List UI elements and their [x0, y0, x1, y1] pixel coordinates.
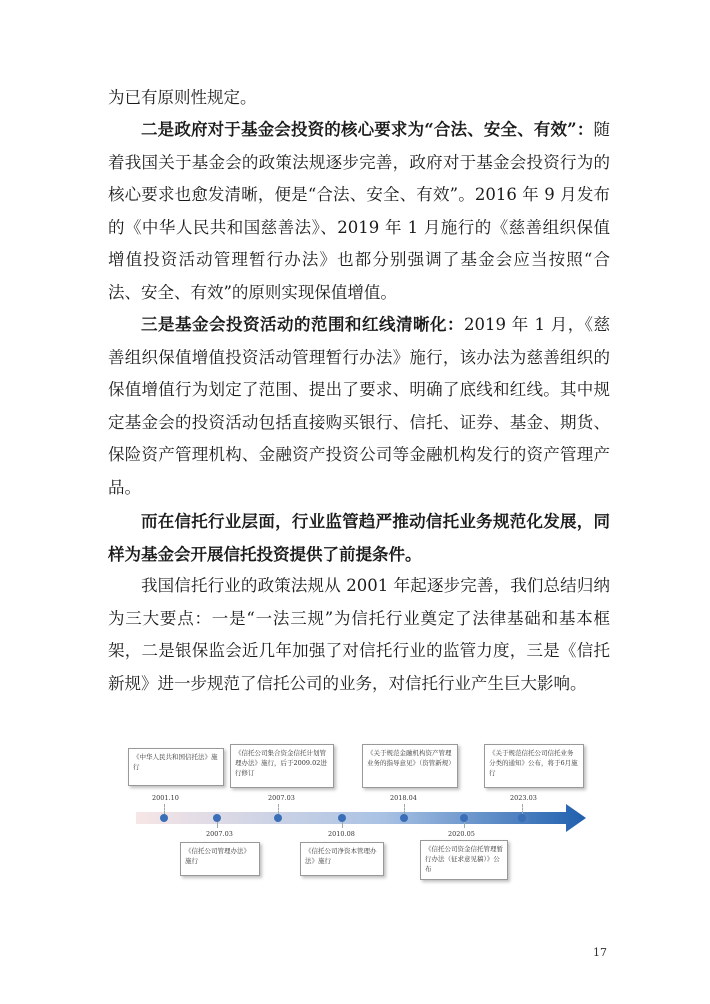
- timeline-date: 2018.04: [390, 794, 417, 802]
- timeline-date: 2010.08: [328, 830, 355, 838]
- timeline-connector: [464, 822, 465, 828]
- timeline-connector: [342, 822, 343, 828]
- timeline-date: 2023.03: [510, 794, 537, 802]
- paragraph-investment-scope: [108, 309, 610, 504]
- timeline-connector: [164, 804, 165, 814]
- timeline-dot: [518, 814, 526, 822]
- timeline-connector: [278, 804, 279, 814]
- timeline-date: 2007.03: [206, 830, 233, 838]
- timeline-connector: [522, 804, 523, 814]
- timeline-connector: [217, 822, 218, 828]
- paragraph-trust-industry: 而在信托行业层面，行业监管趋严推动信托业务规范化发展，同样为基金会开展信托投资提供了前提条件。: [108, 512, 610, 564]
- paragraph-government-requirements: [108, 114, 610, 309]
- timeline-event-box: 《信托公司管理办法》施行: [180, 842, 260, 876]
- timeline-event-box: 《中华人民共和国信托法》施行: [128, 748, 224, 786]
- paragraph-heading: 二是政府对于基金会投资的核心要求为“合法、安全、有效”：: [141, 120, 594, 139]
- timeline-dot: [274, 814, 282, 822]
- timeline-dot: [160, 814, 168, 822]
- regulation-timeline: [118, 740, 598, 900]
- timeline-dot: [460, 814, 468, 822]
- timeline-date: 2007.03: [268, 794, 295, 802]
- timeline-dot: [400, 814, 408, 822]
- timeline-date: 2001.10: [152, 794, 179, 802]
- timeline-event-box: 《关于规范金融机构资产管理业务的指导意见》（资管新规）: [362, 744, 458, 788]
- timeline-event-box: 《信托公司净资本管理办法》施行: [300, 842, 384, 876]
- page-number: 17: [593, 946, 607, 959]
- timeline-event-box: 《信托公司集合资金信托计划管理办法》施行，后于2009.02进行修订: [230, 744, 334, 788]
- timeline-event-box: 《关于规范信托公司信托业务分类的通知》公布，将于6月施行: [484, 744, 584, 788]
- paragraph-body: 随着我国关于基金会的政策法规逐步完善，政府对于基金会投资行为的核心要求也愈发清晰，便是“合法、安全、有效”。2016 年 9 月发布的《中华人民共和国慈善法》、2019 年 1 月施行的《慈善组织保值增值投资活动管理暂行办法》也都分别强调了基金会应当按照“合法、安全、有效”的原则实现保值增值。: [108, 120, 610, 302]
- paragraph-continuation: 为已有原则性规定。: [108, 88, 257, 107]
- timeline-connector: [404, 804, 405, 814]
- paragraph-trust-regulations: 我国信托行业的政策法规从 2001 年起逐步完善，我们总结归纳为三大要点：一是“一法三规”为信托行业奠定了法律基础和基本框架，二是银保监会近几年加强了对信托行业的监管力度，三是《信托新规》进一步规范了信托公司的业务，对信托行业产生巨大影响。: [108, 576, 610, 693]
- timeline-dot: [338, 814, 346, 822]
- timeline-event-box: 《信托公司资金信托管理暂行办法（征求意见稿）》公布: [420, 840, 508, 880]
- paragraph-body: 2019 年 1 月，《慈善组织保值增值投资活动管理暂行办法》施行，该办法为慈善组织的保值增值行为划定了范围、提出了要求、明确了底线和红线。其中规定基金会的投资活动包括直接购买银行、信托、证券、基金、期货、保险资产管理机构、金融资产投资公司等金融机构发行的资产管理产品。: [108, 315, 610, 497]
- timeline-date: 2020.05: [448, 830, 475, 838]
- timeline-dot: [213, 814, 221, 822]
- paragraph-heading: 三是基金会投资活动的范围和红线清晰化：: [141, 315, 465, 334]
